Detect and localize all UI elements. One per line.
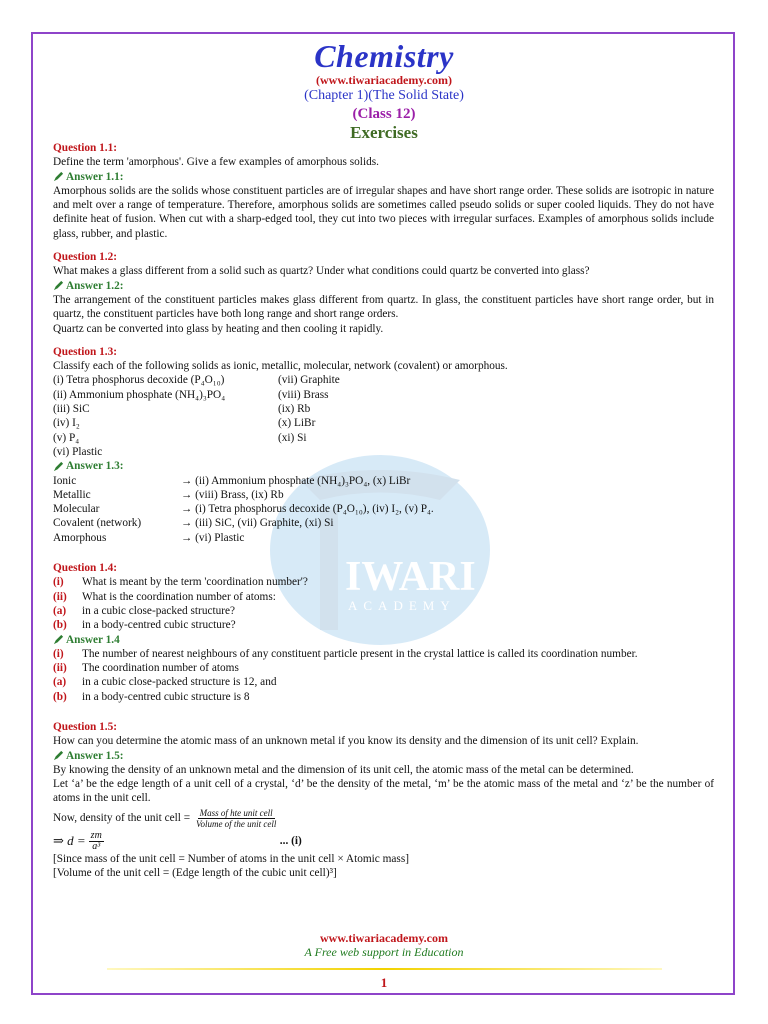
answer-heading: [53, 459, 714, 473]
item-number: (b): [53, 690, 67, 703]
solid-item: (v) P₄: [53, 431, 80, 444]
list-item: [53, 416, 714, 430]
class-type: Ionic: [53, 474, 77, 487]
answer-text: Amorphous solids are the solids whose constituent particles are of irregular shapes and have short range order. These solids are isotropic in nature and melt over a range of temperature. Therefore, amorphous solids are sometimes called pseudo solids or super cooled liquids. They do not have definite heat of fusion. When cut with a sharp-edged tool, they cut into two pieces with irregular surfaces. Examples of amorphous solids include glass, rubber, and plastic.: [53, 184, 714, 240]
answer-label: Answer 1.5:: [66, 749, 124, 762]
item-text: in a cubic close-packed structure?: [82, 604, 236, 617]
fraction: [196, 808, 276, 829]
class-items: → (i) Tetra phosphorus decoxide (P₄O₁₀), (iv) I₂, (v) P₄.: [181, 503, 434, 516]
note-text: [Volume of the unit cell = (Edge length of the cubic unit cell)³]: [53, 867, 337, 880]
item-number: (ii): [53, 590, 67, 603]
class-type: Molecular: [53, 503, 100, 516]
svg-text:ACADEMY: ACADEMY: [348, 598, 456, 613]
solid-item: (iv) I₂: [53, 417, 80, 430]
solids-list: [53, 373, 714, 459]
exercises-heading: Exercises: [350, 123, 418, 142]
item-number: (i): [53, 576, 64, 589]
list-item: [53, 690, 714, 704]
question-label: Question 1.5:: [53, 720, 118, 733]
item-number: (i): [53, 647, 64, 660]
note-text: [Since mass of the unit cell = Number of atoms in the unit cell × Atomic mass]: [53, 852, 409, 865]
solid-item: (ii) Ammonium phosphate (NH₄)₃PO₄: [53, 388, 226, 401]
svg-text:IWARI: IWARI: [345, 554, 476, 600]
answer-text: Let ‘a’ be the edge length of a unit cell of a crystal, ‘d’ be the density of the metal, ‘m’ be the atomic mass of the metal and ‘z’ be the number of atoms in the unit cell.: [53, 778, 714, 805]
question-label: Question 1.3:: [53, 345, 118, 358]
fraction-numerator: zm: [90, 829, 102, 841]
item-text: in a cubic close-packed structure is 12, and: [82, 676, 277, 689]
solid-item: (ix) Rb: [278, 403, 311, 416]
solid-item: (viii) Brass: [278, 388, 329, 401]
footer-tagline: A Free web support in Education: [304, 945, 464, 959]
answer-text: Quartz can be converted into glass by heating and then cooling it rapidly.: [53, 322, 384, 335]
list-item: [53, 604, 714, 618]
list-item: [53, 402, 714, 416]
question-text: How can you determine the atomic mass of an unknown metal if you know its density and the dimension of its unit cell? Explain.: [53, 735, 639, 748]
pen-icon: [53, 750, 64, 761]
item-number: (a): [53, 604, 67, 617]
document-body: [53, 141, 714, 880]
pen-icon: [53, 171, 64, 182]
item-text: What is the coordination number of atoms:: [82, 590, 276, 603]
class-type: Metallic: [53, 488, 91, 501]
list-item: [53, 647, 714, 661]
fraction-denominator: Volume of the unit cell: [195, 818, 277, 829]
list-item: [53, 661, 714, 675]
question-text: Define the term 'amorphous'. Give a few examples of amorphous solids.: [53, 156, 379, 169]
answer-label: Answer 1.3:: [66, 460, 124, 473]
answer-heading: [53, 279, 714, 293]
density-formula: [53, 831, 714, 852]
item-text: The coordination number of atoms: [82, 662, 239, 675]
answer-text: The arrangement of the constituent particles makes glass different from quartz. In glass, the constituent particles have short range order, but in quartz, the constituent particles have both long range and short range orders.: [53, 293, 714, 321]
answer-heading: [53, 749, 714, 763]
list-item: [53, 618, 714, 632]
answer-label: Answer 1.4: [66, 633, 120, 646]
class-type: Covalent (network): [53, 517, 142, 530]
list-item: [53, 488, 714, 502]
equation-number: ... (i): [279, 835, 302, 848]
footer-divider: [107, 968, 662, 970]
answer-text: By knowing the density of an unknown metal and the dimension of its unit cell, the atomic mass of the metal can be determined.: [53, 763, 634, 776]
answer-heading: [53, 633, 714, 647]
question-label: Question 1.4:: [53, 562, 118, 575]
list-item: [53, 531, 714, 545]
list-item: [53, 590, 714, 604]
pen-icon: [53, 461, 64, 472]
list-item: [53, 445, 714, 459]
list-item: [53, 575, 714, 589]
fraction-numerator: Mass of hte unit cell: [199, 807, 273, 818]
footer-url[interactable]: www.tiwariacademy.com: [320, 931, 448, 945]
class-items: → (ii) Ammonium phosphate (NH₄)₃PO₄, (x) LiBr: [181, 474, 411, 487]
item-text: The number of nearest neighbours of any constituent particle present in the crystal lattice is called its coordination number.: [82, 647, 638, 660]
solid-item: (x) LiBr: [278, 417, 316, 430]
solid-item: (xi) Si: [278, 431, 307, 444]
class-label: (Class 12): [352, 106, 416, 122]
solid-item: (iii) SiC: [53, 403, 90, 416]
question-text: What makes a glass different from a solid such as quartz? Under what conditions could quartz be converted into glass?: [53, 265, 590, 278]
answer-heading: [53, 170, 714, 184]
item-text: in a body-centred cubic structure is 8: [82, 690, 250, 703]
class-type: Amorphous: [53, 531, 107, 544]
class-items: → (iii) SiC, (vii) Graphite, (xi) Si: [181, 517, 334, 530]
answer-label: Answer 1.2:: [66, 279, 124, 292]
fraction-denominator: a³: [92, 840, 101, 852]
list-item: [53, 516, 714, 530]
pen-icon: [53, 280, 64, 291]
item-text: in a body-centred cubic structure?: [82, 619, 236, 632]
item-text: What is meant by the term 'coordination number'?: [82, 576, 308, 589]
chapter-label: (Chapter 1)(The Solid State): [304, 88, 464, 103]
equation-prefix: ⇒ d =: [53, 833, 86, 849]
list-item: [53, 431, 714, 445]
list-item: [53, 388, 714, 402]
solid-item: (vi) Plastic: [53, 445, 103, 458]
list-item: [53, 373, 714, 387]
solid-item: (i) Tetra phosphorus decoxide (P₄O₁₀): [53, 374, 225, 387]
solid-item: (vii) Graphite: [278, 374, 340, 387]
list-item: [53, 502, 714, 516]
class-items: → (vi) Plastic: [181, 531, 245, 544]
list-item: [53, 675, 714, 689]
question-label: Question 1.2:: [53, 251, 118, 264]
classification-list: [53, 474, 714, 545]
page-number: 1: [380, 975, 388, 990]
pen-icon: [53, 634, 64, 645]
equation-prefix: Now, density of the unit cell =: [53, 811, 191, 824]
density-equation: [53, 808, 714, 829]
item-number: (b): [53, 619, 67, 632]
question-label: Question 1.1:: [53, 142, 118, 154]
page-title: Chemistry: [314, 38, 454, 74]
item-number: (ii): [53, 662, 67, 675]
item-number: (a): [53, 676, 67, 689]
list-item: [53, 474, 714, 488]
answer-label: Answer 1.1:: [66, 170, 124, 183]
header-url[interactable]: (www.tiwariacademy.com): [316, 73, 452, 87]
question-text: Classify each of the following solids as ionic, metallic, molecular, network (covalent) or amorphous.: [53, 360, 508, 373]
class-items: → (viii) Brass, (ix) Rb: [181, 488, 284, 501]
fraction: [89, 831, 104, 852]
